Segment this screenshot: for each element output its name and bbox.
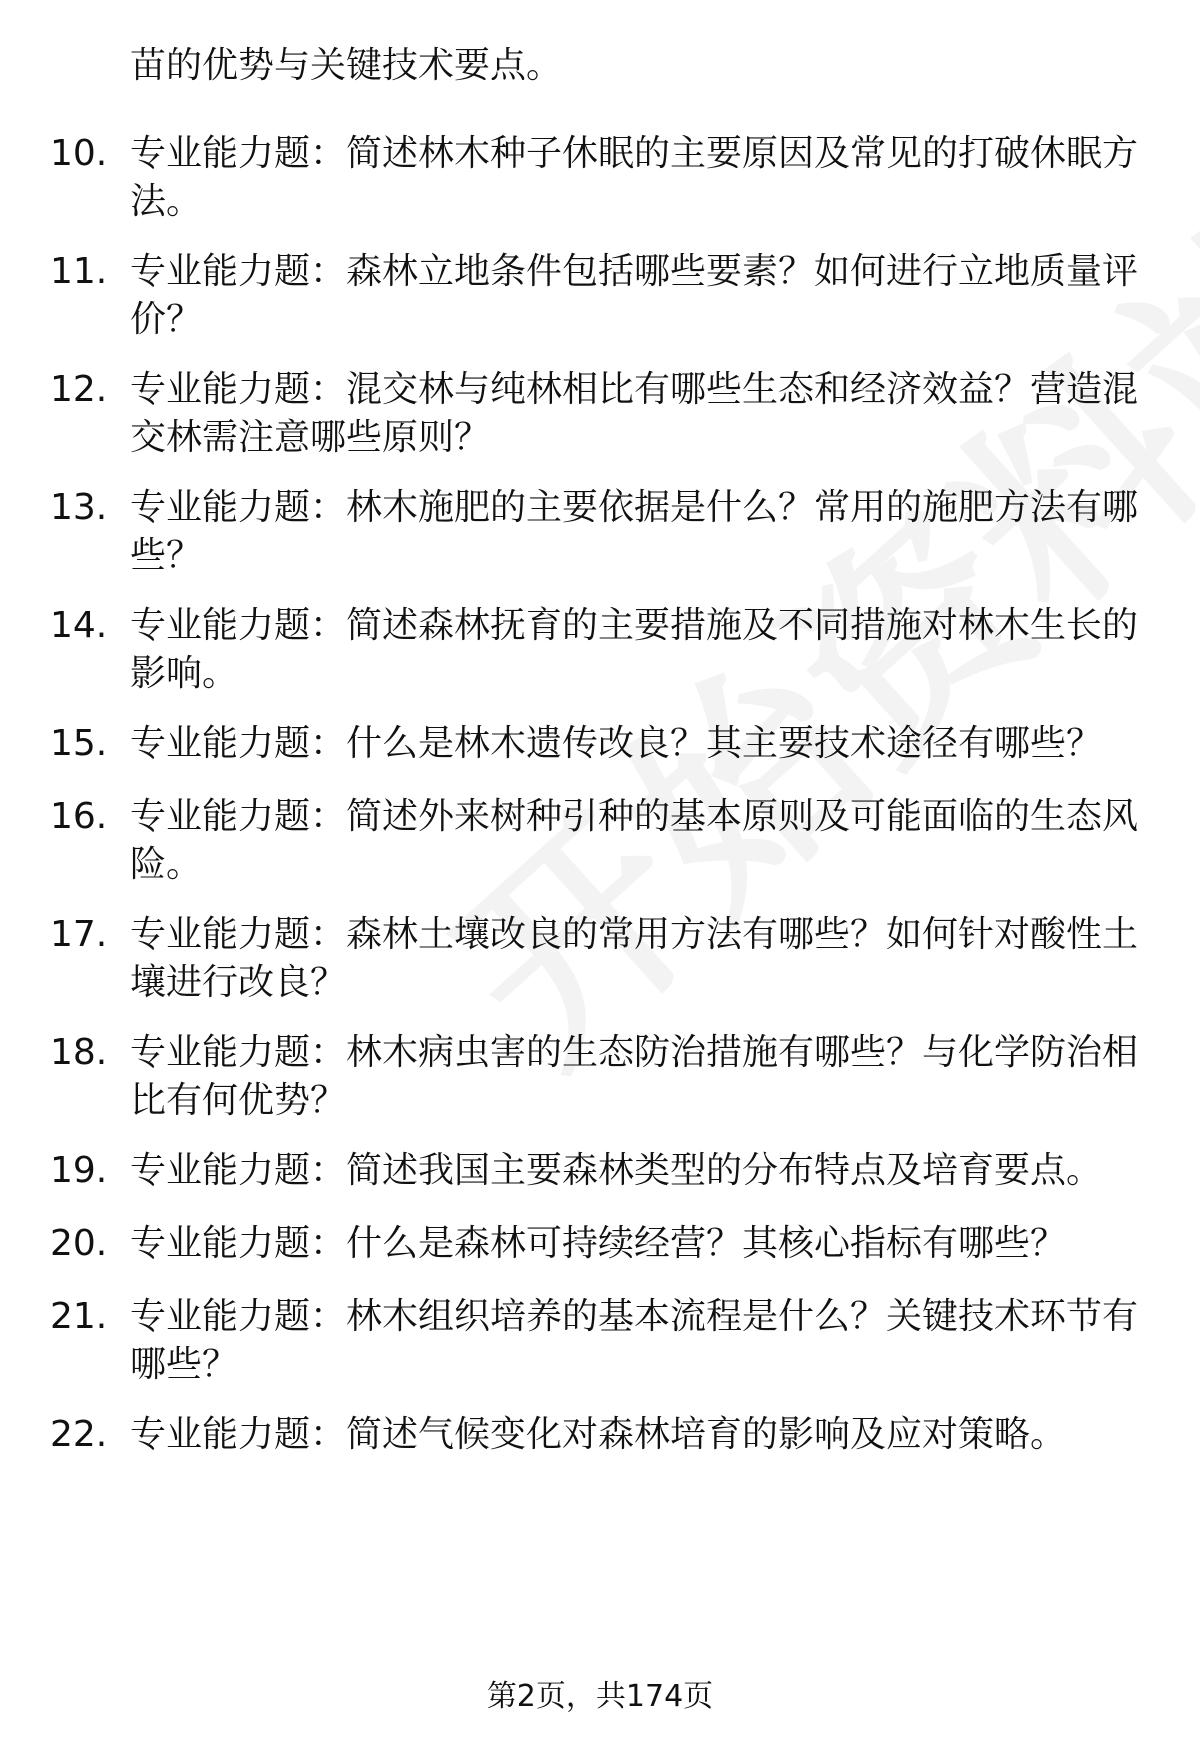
question-number: 17. bbox=[50, 914, 108, 955]
question-text: 专业能力题：林木组织培养的基本流程是什么？关键技术环节有哪些？ bbox=[130, 1296, 1139, 1385]
question-text: 专业能力题：简述森林抚育的主要措施及不同措施对林木生长的影响。 bbox=[130, 605, 1139, 694]
question-number: 10. bbox=[50, 133, 108, 174]
question-number: 11. bbox=[50, 251, 108, 292]
question-text: 专业能力题：混交林与纯林相比有哪些生态和经济效益？营造混交林需注意哪些原则？ bbox=[130, 369, 1139, 458]
question-number: 20. bbox=[50, 1223, 108, 1264]
question-number: 14. bbox=[50, 605, 108, 646]
question-text: 专业能力题：简述气候变化对森林培育的影响及应对策略。 bbox=[130, 1414, 1067, 1455]
question-text: 专业能力题：林木病虫害的生态防治措施有哪些？与化学防治相比有何优势？ bbox=[130, 1032, 1139, 1121]
question-number: 18. bbox=[50, 1032, 108, 1073]
question-number: 16. bbox=[50, 796, 108, 837]
continued-text: 苗的优势与关键技术要点。 bbox=[130, 45, 563, 86]
question-text: 专业能力题：简述我国主要森林类型的分布特点及培育要点。 bbox=[130, 1150, 1103, 1191]
question-text: 专业能力题：什么是森林可持续经营？其核心指标有哪些？ bbox=[130, 1223, 1067, 1264]
question-text: 专业能力题：森林立地条件包括哪些要素？如何进行立地质量评价？ bbox=[130, 251, 1139, 340]
question-text: 专业能力题：林木施肥的主要依据是什么？常用的施肥方法有哪些？ bbox=[130, 487, 1139, 576]
question-text: 专业能力题：森林土壤改良的常用方法有哪些？如何针对酸性土壤进行改良？ bbox=[130, 914, 1139, 1003]
question-number: 15. bbox=[50, 723, 108, 764]
page-number-footer: 第2页，共174页 bbox=[486, 1679, 714, 1714]
question-number: 12. bbox=[50, 369, 108, 410]
question-number: 19. bbox=[50, 1150, 108, 1191]
question-number: 13. bbox=[50, 487, 108, 528]
question-text: 专业能力题：什么是林木遗传改良？其主要技术途径有哪些？ bbox=[130, 723, 1103, 764]
question-text: 专业能力题：简述外来树种引种的基本原则及可能面临的生态风险。 bbox=[130, 796, 1139, 885]
question-text: 专业能力题：简述林木种子休眠的主要原因及常见的打破休眠方法。 bbox=[130, 133, 1139, 222]
question-number: 22. bbox=[50, 1414, 108, 1455]
question-number: 21. bbox=[50, 1296, 108, 1337]
